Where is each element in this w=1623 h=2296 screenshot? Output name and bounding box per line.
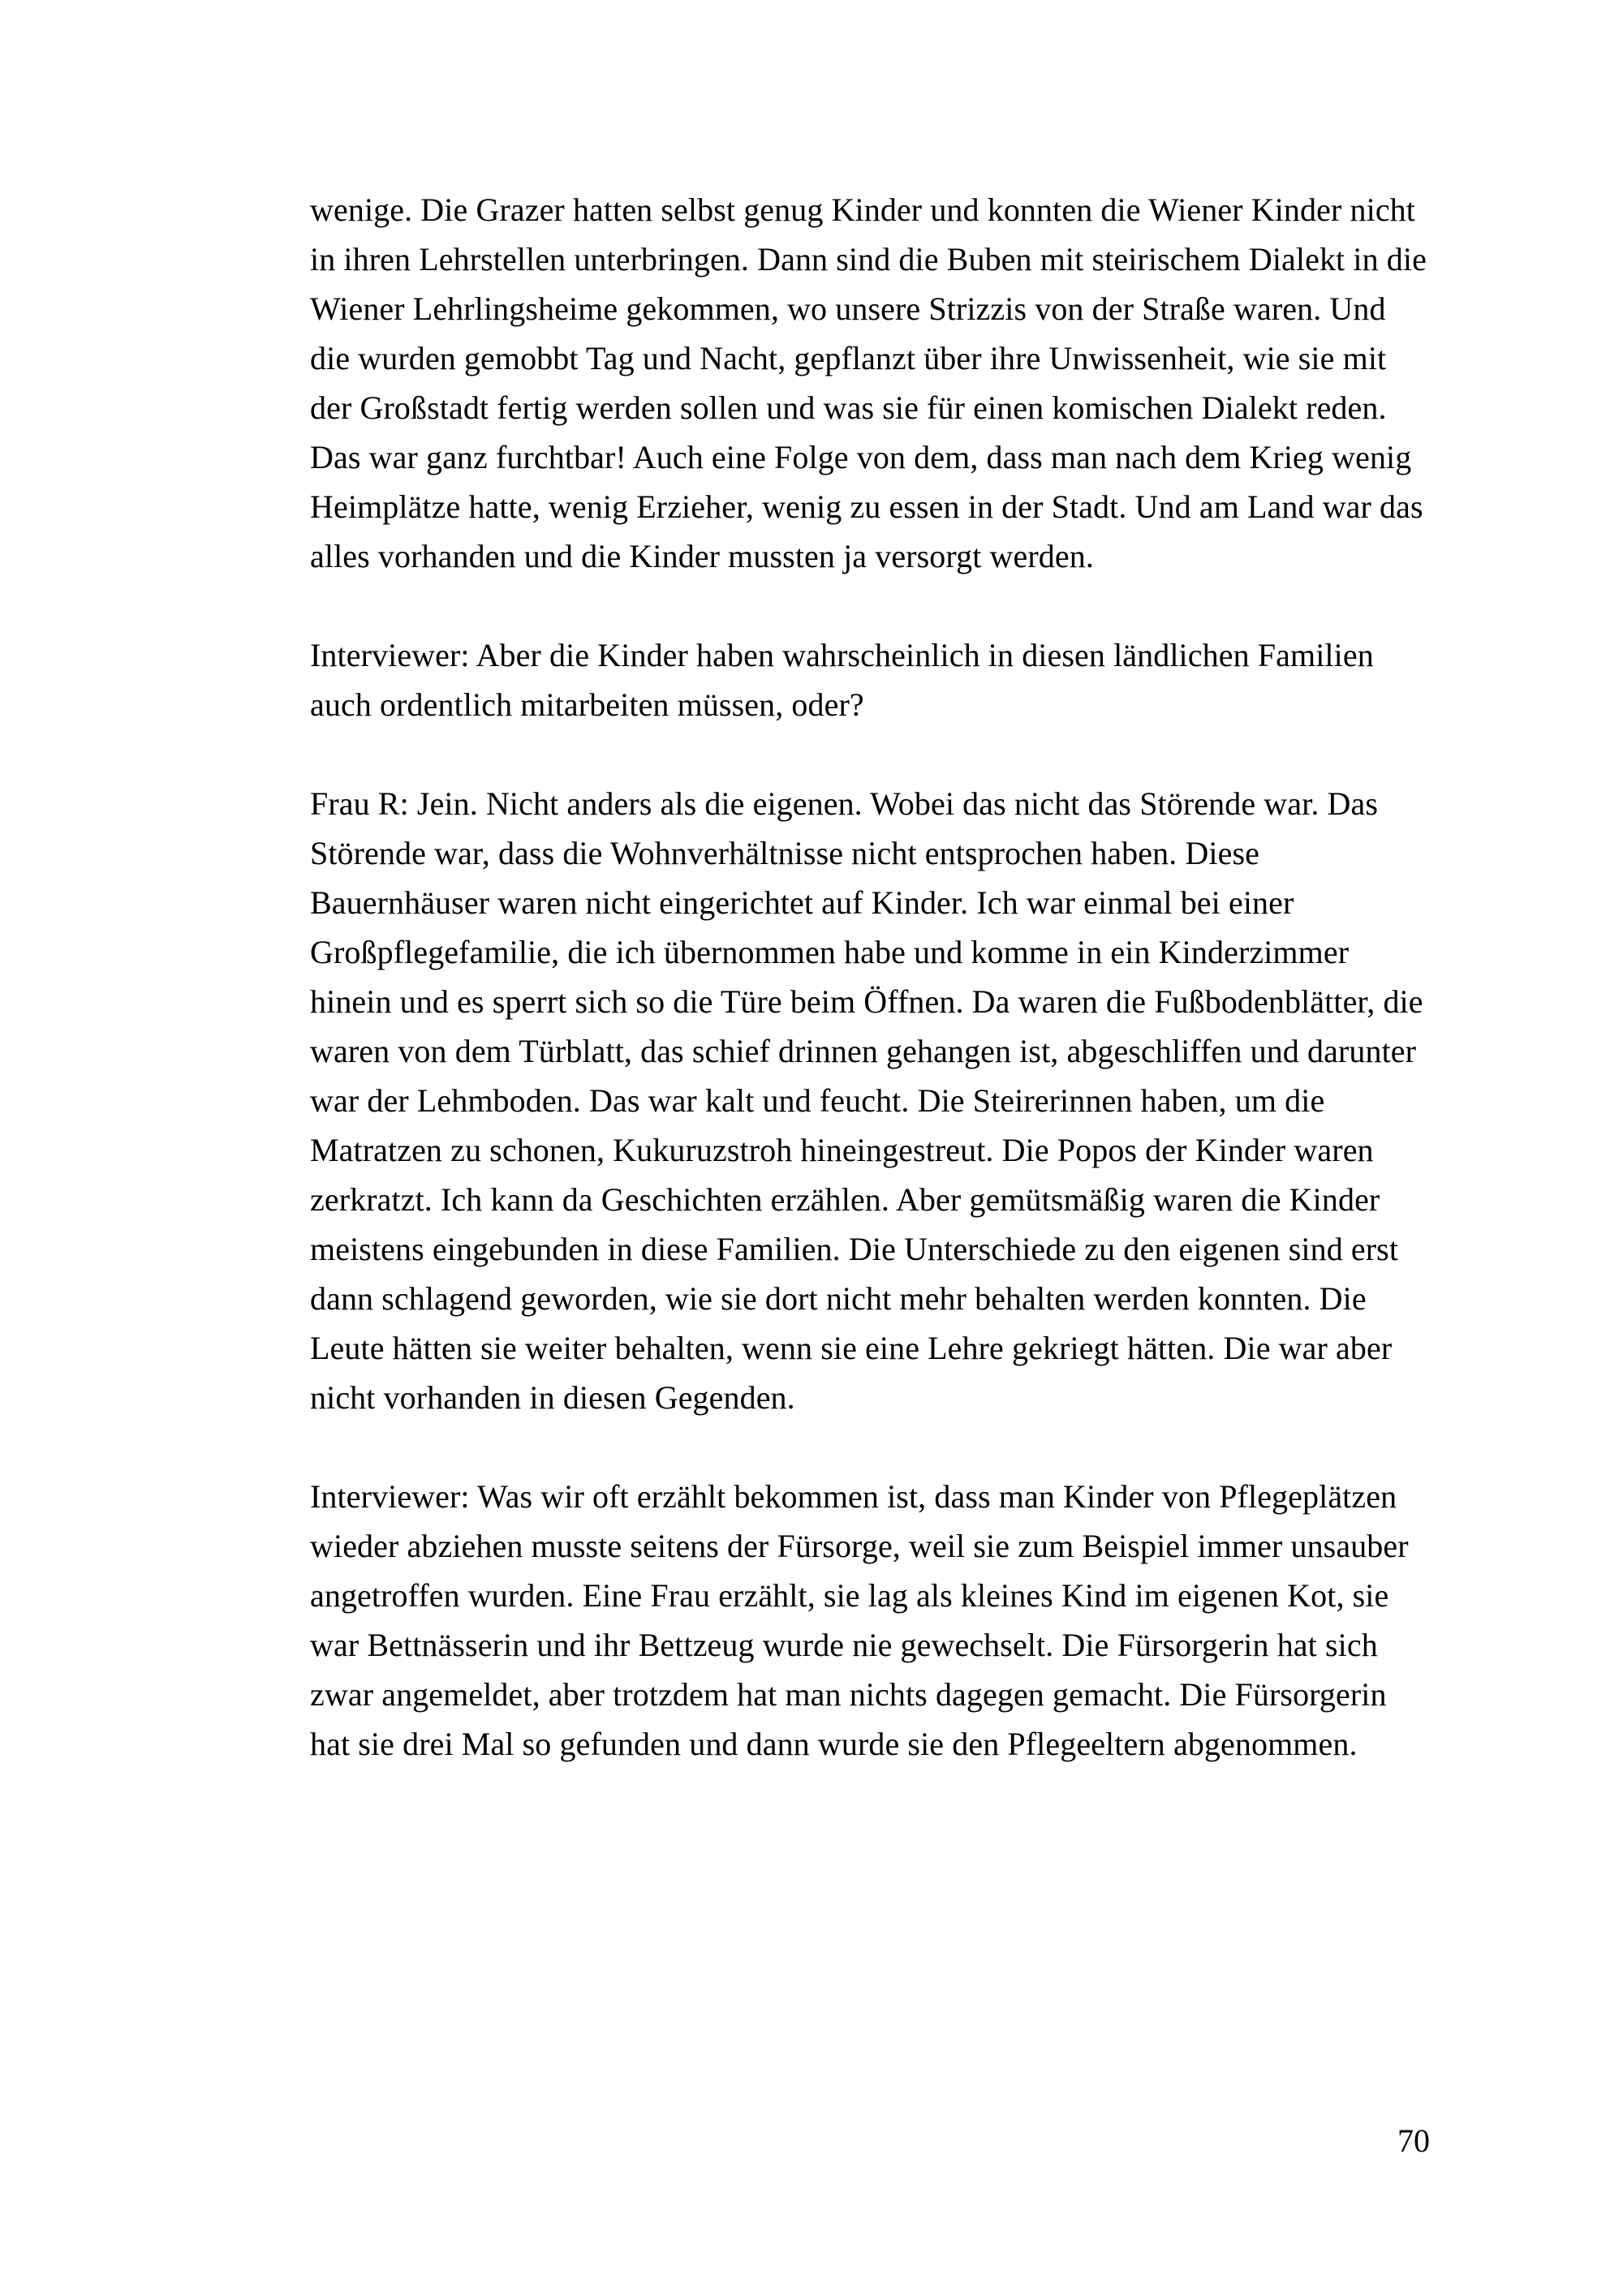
paragraph-interviewer-question-1: Interviewer: Aber die Kinder haben wahrscheinlich in diesen ländlichen Familien auch ordentlich mitarbeiten müssen, oder? (310, 637, 1374, 723)
paragraph-interviewer-question-2: Interviewer: Was wir oft erzählt bekommen ist, dass man Kinder von Pflegeplätzen wieder abziehen musste seitens der Fürsorge, weil sie zum Beispiel immer unsauber angetroffen wurden. Eine Frau erzählt, sie lag als kleines Kind im eigenen Kot, sie war Bettnässerin und ihr Bettzeug wurde nie gewechselt. Die Fürsorgerin hat sich zwar angemeldet, aber trotzdem hat man nichts dagegen gemacht. Die Fürsorgerin hat sie drei Mal so gefunden und dann wurde sie den Pflegeeltern abgenommen. (310, 1478, 1409, 1762)
page-number: 70 (1397, 2122, 1430, 2159)
page-body (310, 185, 1430, 1818)
paragraph-narration: wenige. Die Grazer hatten selbst genug Kinder und konnten die Wiener Kinder nicht in ihren Lehrstellen unterbringen. Dann sind die Buben mit steirischem Dialekt in die Wiener Lehrlingsheime gekommen, wo unsere Strizzis von der Straße waren. Und die wurden gemobbt Tag und Nacht, gepflanzt über ihre Unwissenheit, wie sie mit der Großstadt fertig werden sollen und was sie für einen komischen Dialekt reden. Das war ganz furchtbar! Auch eine Folge von dem, dass man nach dem Krieg wenig Heimplätze hatte, wenig Erzieher, wenig zu essen in der Stadt. Und am Land war das alles vorhanden und die Kinder mussten ja versorgt werden. (310, 191, 1427, 574)
paragraph-frau-r-answer: Frau R: Jein. Nicht anders als die eigenen. Wobei das nicht das Störende war. Das Störende war, dass die Wohnverhältnisse nicht entsprochen haben. Diese Bauernhäuser waren nicht eingerichtet auf Kinder. Ich war einmal bei einer Großpflegefamilie, die ich übernommen habe und komme in ein Kinderzimmer hinein und es sperrt sich so die Türe beim Öffnen. Da waren die Fußbodenblätter, die waren von dem Türblatt, das schief drinnen gehangen ist, abgeschliffen und darunter war der Lehmboden. Das war kalt und feucht. Die Steirerinnen haben, um die Matratzen zu schonen, Kukuruzstroh hineingestreut. Die Popos der Kinder waren zerkratzt. Ich kann da Geschichten erzählen. Aber gemütsmäßig waren die Kinder meistens eingebunden in diese Familien. Die Unterschiede zu den eigenen sind erst dann schlagend geworden, wie sie dort nicht mehr behalten werden konnten. Die Leute hätten sie weiter behalten, wenn sie eine Lehre gekriegt hätten. Die war aber nicht vorhanden in diesen Gegenden. (310, 785, 1423, 1416)
